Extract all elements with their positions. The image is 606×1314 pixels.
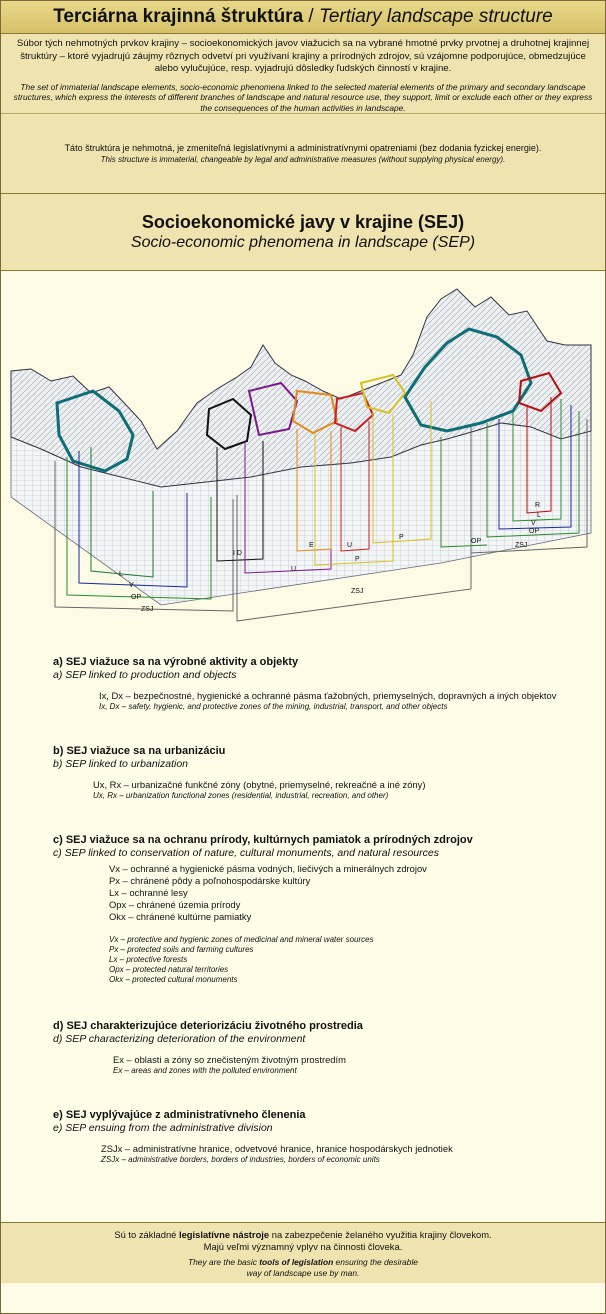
- section-d-item-en: Ex – areas and zones with the polluted environment: [113, 1066, 297, 1075]
- footer-panel: [1, 1223, 605, 1283]
- label-zsj2: ZSJ: [351, 588, 364, 595]
- footer-en-line2: way of landscape use by man.: [246, 1268, 360, 1278]
- section-e-title-sk: e) SEJ vyplývajúce z administratívneho členenia: [53, 1109, 306, 1121]
- section-b: [53, 744, 605, 801]
- footer-sk-bold: legislatívne nástroje: [178, 1229, 270, 1240]
- landscape-block-diagram: [1, 271, 605, 639]
- label-op2: OP: [471, 538, 482, 545]
- block-diagram-svg: [1, 271, 605, 639]
- label-l2: L: [537, 512, 541, 519]
- section-e-title-en: e) SEP ensuing from the administrative division: [53, 1122, 273, 1134]
- section-c-item-en-2: Px – protected soils and farming cultures: [109, 945, 254, 954]
- section-b-title-sk: b) SEJ viažuce sa na urbanizáciu: [53, 745, 226, 757]
- page-title: [1, 1, 605, 34]
- immaterial-sk: Táto štruktúra je nehmotná, je zmeniteľná legislatívnymi a administratívnymi opatreniami (bez dodania fyzickej energie).: [64, 142, 542, 153]
- section-a-item-sk: Ix, Dx – bezpečnostné, hygienické a ochranné pásma ťažobných, priemyselných, dopravných a iných objektov: [99, 690, 557, 701]
- section-d-title-en: d) SEP characterizing deterioration of the environment: [53, 1033, 306, 1045]
- label-op1: OP: [131, 594, 142, 601]
- label-i1d1: I D: [233, 550, 242, 557]
- intro-panel: [1, 34, 605, 114]
- label-p1: P: [355, 556, 360, 563]
- sej-title-sk: Socioekonomické javy v krajine (SEJ): [141, 212, 465, 232]
- title-en: Tertiary landscape structure: [319, 6, 553, 27]
- label-zsj1: ZSJ: [141, 606, 154, 613]
- footer-sk-line2: Majú veľmi významný vplyv na činnosti človeka.: [203, 1241, 403, 1252]
- label-v1: V: [129, 582, 134, 589]
- section-c-item-sk-1: Vx – ochranné a hygienické pásma vodných, liečivých a minerálnych zdrojov: [109, 863, 427, 874]
- section-b-title-en: b) SEP linked to urbanization: [53, 758, 189, 770]
- section-d-item-sk: Ex – oblasti a zóny so znečisteným životným prostredím: [113, 1054, 346, 1065]
- label-op3: OP: [529, 528, 540, 535]
- section-d-title-sk: d) SEJ charakterizujúce deteriorizáciu životného prostredia: [53, 1020, 363, 1032]
- immaterial-panel: [1, 114, 605, 194]
- section-a-item-en: Ix, Dx – safety, hygienic, and protective zones of the mining, industrial, transport, and other objects: [99, 702, 448, 711]
- section-c-item-sk-2: Px – chránené pôdy a poľnohospodárske kultúry: [109, 875, 311, 886]
- section-c: [53, 833, 605, 985]
- sections-content: [1, 639, 605, 1223]
- section-c-item-en-5: Okx – protected cultural monuments: [109, 975, 238, 984]
- footer-en-post: ensuring the desirable: [333, 1257, 418, 1267]
- section-c-item-sk-3: Lx – ochranné lesy: [109, 887, 188, 898]
- label-e1: E: [309, 542, 314, 549]
- intro-en: The set of immaterial landscape elements, socio-economic phenomena linked to the selected material elements of the primary and secondary landscape structures, which express the interests of different branches of landscape and natural resource use, they support, limit or exclude each other or they express the consequences of the human activities in landscape.: [13, 81, 593, 113]
- title-separator: /: [303, 6, 319, 27]
- label-u2: U: [347, 542, 353, 549]
- section-c-item-en-4: Opx – protected natural territories: [109, 965, 229, 974]
- sej-title-panel: [1, 194, 605, 271]
- section-c-item-sk-5: Okx – chránené kultúrne pamiatky: [109, 911, 252, 922]
- section-c-item-sk-4: Opx – chránené územia prírody: [109, 899, 241, 910]
- section-e-item-sk: ZSJx – administratívne hranice, odvetvové hranice, hranice hospodárskych jednotiek: [101, 1143, 453, 1154]
- footer-sk-line1: [1, 1229, 605, 1241]
- footer-en-bold: tools of legislation: [259, 1257, 334, 1267]
- section-c-title-en: c) SEP linked to conservation of nature, cultural monuments, and natural resources: [53, 847, 439, 859]
- label-r1: R: [535, 502, 541, 509]
- section-c-item-en-3: Lx – protective forests: [109, 955, 188, 964]
- label-l1: L: [119, 571, 123, 578]
- title-sk: Terciárna krajinná štruktúra: [53, 6, 304, 27]
- section-a: [53, 655, 605, 712]
- section-a-title-en: a) SEP linked to production and objects: [53, 669, 237, 681]
- section-d: [53, 1019, 605, 1076]
- footer-sk-pre: Sú to základné: [114, 1229, 179, 1240]
- label-p2: P: [399, 534, 404, 541]
- section-e: [53, 1108, 605, 1165]
- label-u1: U: [291, 566, 297, 573]
- footer-sk-post: na zabezpečenie želaného využitia krajiny človekom.: [269, 1229, 492, 1240]
- section-e-item-en: ZSJx – administrative borders, borders of industries, borders of economic units: [101, 1155, 380, 1164]
- intro-sk: Súbor tých nehmotných prvkov krajiny – socioekonomických javov viažucich sa na vybrané hmotné prvky prvotnej a druhotnej krajinnej štruktúry – ktoré vyjadrujú záujmy rôznych odvetví pri využívaní krajiny a prírodných zdrojov, sú vzájomne podporujúce, obmedzujúce alebo vylučujúce, resp. vyjadrujú dôsledky ľudských činností v krajine.: [16, 38, 590, 74]
- section-c-title-sk: c) SEJ viažuce sa na ochranu prírody, kultúrnych pamiatok a prírodných zdrojov: [53, 834, 473, 846]
- section-b-item-sk: Ux, Rx – urbanizačné funkčné zóny (obytné, priemyselné, rekreačné a iné zóny): [93, 779, 426, 790]
- section-c-item-en-1: Vx – protective and hygienic zones of medicinal and mineral water sources: [109, 935, 374, 944]
- sej-title-en: Socio-economic phenomena in landscape (SEP): [130, 234, 476, 251]
- footer-en-line1: [1, 1257, 605, 1268]
- immaterial-en: This structure is immaterial, changeable by legal and administrative measures (without supplying physical energy).: [100, 154, 506, 164]
- section-b-item-en: Ux, Rx – urbanization functional zones (residential, industrial, recreation, and other): [93, 791, 389, 800]
- section-a-title-sk: a) SEJ viažuce sa na výrobné aktivity a objekty: [53, 656, 299, 668]
- footer-en-pre: They are the basic: [188, 1257, 260, 1267]
- label-v2: V: [531, 520, 536, 527]
- label-zsj3: ZSJ: [515, 542, 528, 549]
